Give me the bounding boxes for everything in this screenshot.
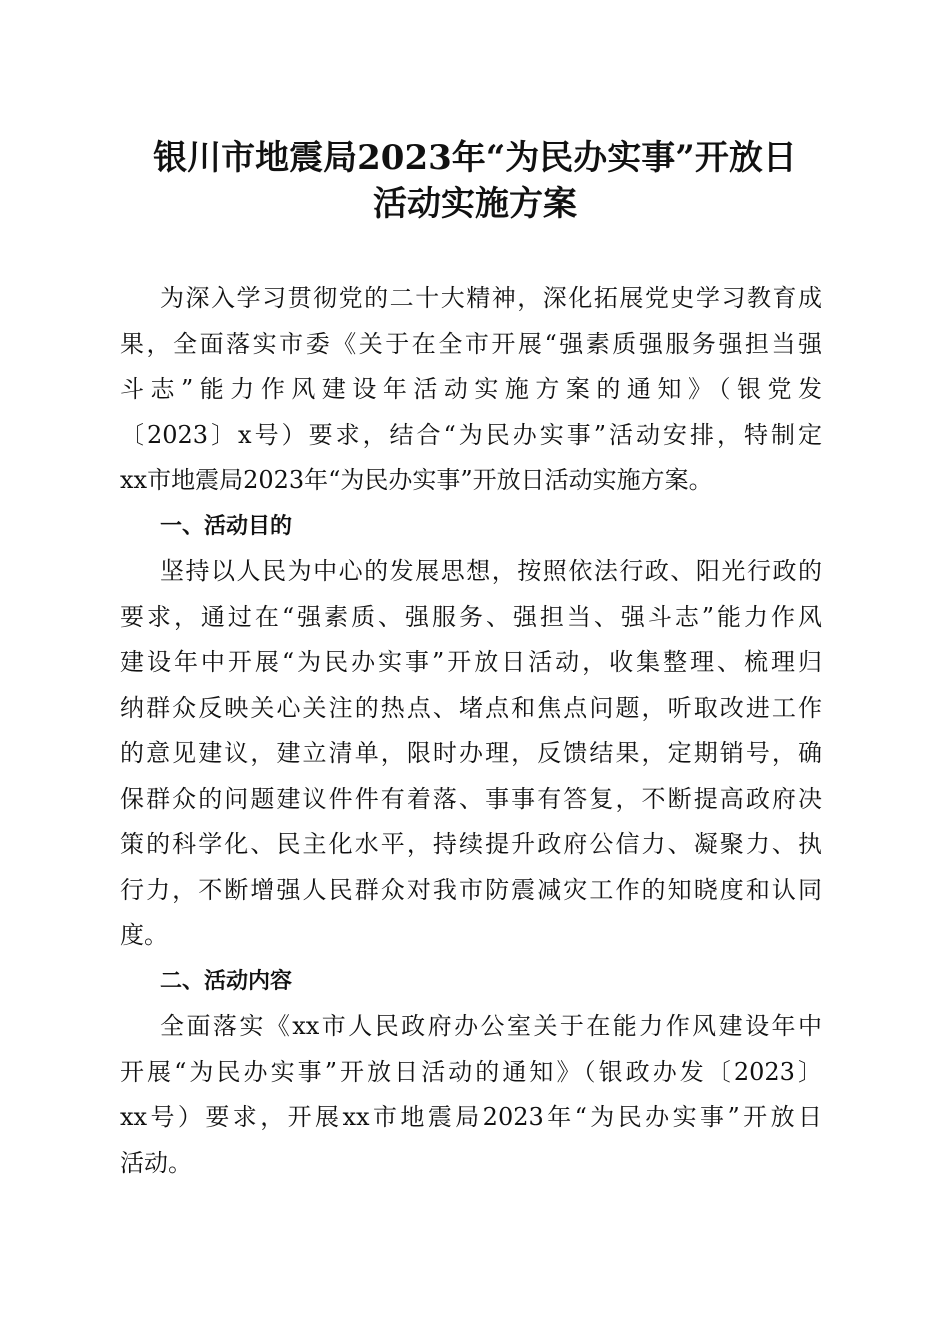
paragraph-line: 行力，不断增强人民群众对我市防震减灾工作的知晓度和认同 (120, 875, 822, 904)
paragraph-line: 活动。 (120, 1148, 192, 1177)
paragraph-line: 坚持以人民为中心的发展思想，按照依法行政、阳光行政的 (160, 557, 822, 585)
intro-line: xx市地震局2023年“为民办实事”开放日活动实施方案。 (120, 466, 713, 494)
paragraph-line: 纳群众反映关心关注的热点、堵点和焦点问题，听取改进工作 (120, 693, 822, 722)
paragraph-line: xx号）要求，开展xx市地震局2023年“为民办实事”开放日 (120, 1103, 822, 1131)
paragraph-line: 建设年中开展“为民办实事”开放日活动，收集整理、梳理归 (120, 648, 822, 676)
paragraph-line: 策的科学化、民主化水平，持续提升政府公信力、凝聚力、执 (120, 830, 822, 858)
document-title-line-1: 银川市地震局2023年“为民办实事”开放日 (153, 138, 797, 178)
intro-line: 果，全面落实市委《关于在全市开展“强素质强服务强担当强 (120, 329, 822, 358)
paragraph-line: 的意见建议，建立清单，限时办理，反馈结果，定期销号，确 (120, 739, 822, 767)
paragraph-line: 要求，通过在“强素质、强服务、强担当、强斗志”能力作风 (120, 602, 822, 631)
intro-line: 为深入学习贯彻党的二十大精神，深化拓展党史学习教育成 (160, 284, 822, 312)
intro-line: 〔2023〕x号）要求，结合“为民办实事”活动安排，特制定 (120, 420, 822, 449)
paragraph-line: 度。 (120, 921, 168, 949)
section-heading-content: 二、活动内容 (160, 968, 293, 994)
paragraph-line: 全面落实《xx市人民政府办公室关于在能力作风建设年中 (160, 1012, 822, 1040)
section-heading-purpose: 一、活动目的 (160, 513, 293, 539)
document-title-line-2: 活动实施方案 (373, 184, 577, 224)
paragraph-line: 开展“为民办实事”开放日活动的通知》（银政办发〔2023〕 (120, 1057, 822, 1086)
paragraph-line: 保群众的问题建议件件有着落、事事有答复，不断提高政府决 (120, 784, 822, 813)
document-body (120, 276, 822, 1186)
intro-line: 斗志”能力作风建设年活动实施方案的通知》（银党发 (120, 375, 822, 403)
